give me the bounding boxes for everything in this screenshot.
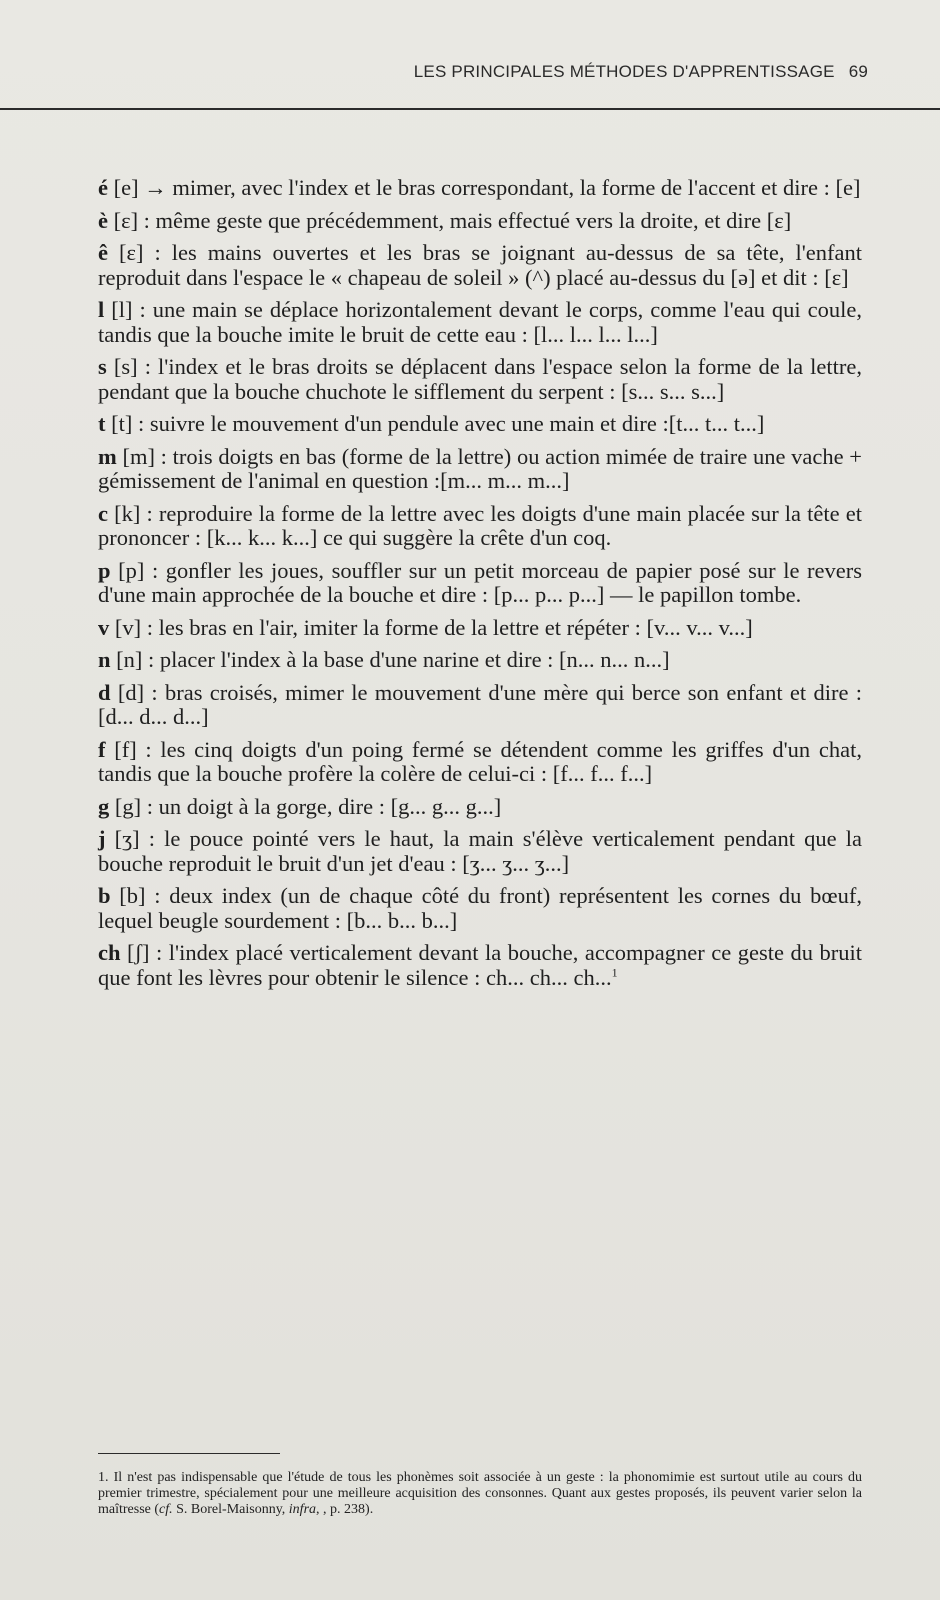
- entry-j: [98, 827, 862, 876]
- entry-text: [p] : gonfler les joues, souffler sur un petit morceau de papier posé sur le revers d'une main approchée de la bouche et dire : [p... p... p...] — le papillon tombe.: [98, 557, 862, 607]
- entry-d: [98, 681, 862, 730]
- entry-text: [m] : trois doigts en bas (forme de la lettre) ou action mimée de traire une vache + gémissement de l'animal en question :[m... m... m...]: [98, 443, 862, 493]
- footnote-infra: infra: [288, 1502, 317, 1517]
- footnote-cf: cf.: [159, 1502, 173, 1517]
- entry-text: [t] : suivre le mouvement d'un pendule avec une main et dire :[t... t... t...]: [111, 411, 765, 436]
- entry-p: [98, 559, 862, 608]
- entry-letter: s: [98, 354, 107, 379]
- entry-letter: ê: [98, 240, 108, 265]
- entry-letter: f: [98, 736, 106, 762]
- footnote-ref[interactable]: 1: [611, 965, 618, 979]
- entry-letter: d: [98, 679, 111, 705]
- entry-f: [98, 738, 862, 787]
- entry-text: [g] : un doigt à la gorge, dire : [g... g... g...]: [114, 793, 502, 819]
- running-head-title: LES PRINCIPALES MÉTHODES D'APPRENTISSAGE: [413, 62, 835, 81]
- entry-letter: b: [98, 883, 111, 908]
- entry-text: [d] : bras croisés, mimer le mouvement d'une mère qui berce son enfant et dire : [d... d... d...]: [98, 679, 863, 729]
- entry-letter: p: [98, 557, 111, 583]
- entry-text: [ɛ] : même geste que précédemment, mais effectué vers la droite, et dire [ɛ]: [113, 207, 792, 233]
- entry-text: [ʃ] : l'index placé verticalement devant la bouche, accompagner ce geste du bruit que font les lèvres pour obtenir le silence : ch... ch... ch...: [98, 940, 862, 990]
- entry-letter: g: [98, 793, 110, 819]
- entry-letter: c: [98, 500, 108, 526]
- entry-l: [98, 298, 862, 347]
- entry-text: [b] : deux index (un de chaque côté du front) représentent les cornes du bœuf, lequel beugle sourdement : [b... b... b...]: [98, 883, 862, 933]
- entry-m: [98, 445, 862, 494]
- entry-b: [98, 884, 862, 933]
- footnote-text: Il n'est pas indispensable que l'étude de tous les phonèmes soit associée à un geste : la phonomimie est surtout utile au cours du premier trimestre, spécialement pour une meilleure acquisition des consonnes. Quant aux gestes proposés, ils peuvent varier selon la maîtresse (: [98, 1470, 862, 1517]
- entry-text: [l] : une main se déplace horizontalement devant le corps, comme l'eau qui coule, tandis que la bouche imite le bruit de cette eau : [l... l... l... l...]: [98, 297, 862, 347]
- entry-text: [s] : l'index et le bras droits se déplacent dans l'espace selon la forme de la lettre, pendant que la bouche chuchote le sifflement du serpent : [s... s... s...]: [98, 354, 862, 404]
- running-head: [0, 62, 868, 82]
- entry-text: [ɛ] : les mains ouvertes et les bras se joignant au-dessus de sa tête, l'enfant reproduit dans l'espace le « chapeau de soleil » (^) placé au-dessus du [ə] et dit : [ɛ]: [98, 240, 863, 290]
- page-number: 69: [848, 62, 868, 81]
- entry-letter: n: [98, 647, 111, 672]
- entry-letter: é: [98, 175, 108, 200]
- entry-s: [98, 355, 862, 404]
- entry-letter: è: [98, 207, 108, 233]
- entry-text: [v] : les bras en l'air, imiter la forme de la lettre et répéter : [v... v... v...]: [114, 614, 753, 640]
- entry-letter: v: [98, 614, 110, 640]
- entry-text: [e] → mimer, avec l'index et le bras correspondant, la forme de l'accent et dire : [e]: [113, 175, 861, 200]
- entry-g: [98, 795, 862, 820]
- phoneme-gesture-list: [98, 176, 862, 998]
- entry-c: [98, 502, 862, 551]
- footnote-tail: , , p. 238).: [316, 1502, 374, 1517]
- footnote-rule: [98, 1453, 280, 1454]
- entry-t: [98, 412, 862, 437]
- entry-letter: ch: [98, 940, 121, 965]
- entry-ch: [98, 941, 862, 990]
- entry-letter: l: [98, 297, 105, 322]
- entry-text: [k] : reproduire la forme de la lettre avec les doigts d'une main placée sur la tête et prononcer : [k... k... k...] ce qui suggère la crête d'un coq.: [98, 500, 863, 550]
- entry-text: [ʒ] : le pouce pointé vers le haut, la main s'élève verticalement pendant que la bouche reproduit le bruit d'un jet d'eau : [ʒ... ʒ... ʒ...]: [98, 826, 862, 876]
- entry-e-acute: [98, 176, 862, 201]
- footnote-ref-author: S. Borel-Maisonny,: [172, 1502, 289, 1517]
- footnote: [98, 1470, 862, 1518]
- entry-n: [98, 648, 862, 673]
- header-rule: [0, 108, 940, 110]
- entry-text: [f] : les cinq doigts d'un poing fermé se détendent comme les griffes d'un chat, tandis que la bouche profère la colère de celui-ci : [f... f... f...]: [98, 736, 862, 786]
- entry-letter: m: [98, 443, 117, 469]
- entry-letter: j: [98, 826, 106, 851]
- entry-v: [98, 616, 862, 641]
- entry-letter: t: [98, 411, 106, 436]
- entry-text: [n] : placer l'index à la base d'une narine et dire : [n... n... n...]: [116, 647, 670, 672]
- entry-e-circumflex: [98, 241, 862, 290]
- footnote-number: 1.: [98, 1470, 109, 1485]
- entry-e-grave: [98, 209, 862, 234]
